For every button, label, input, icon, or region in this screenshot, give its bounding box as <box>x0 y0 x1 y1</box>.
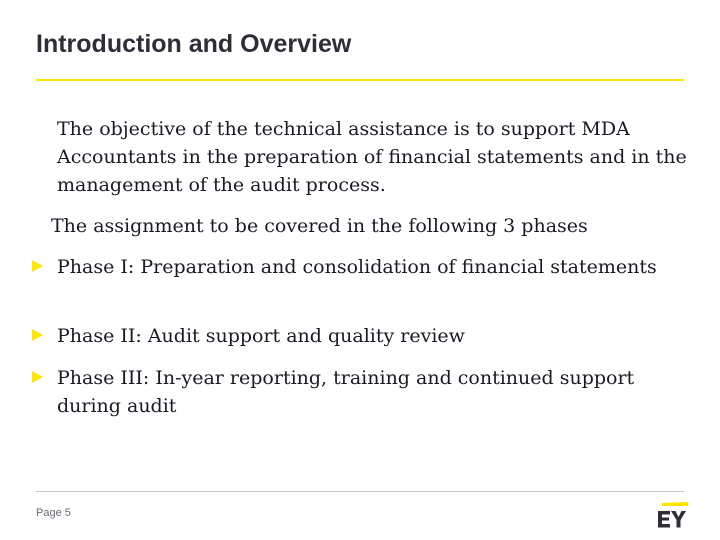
title-underline <box>36 79 684 81</box>
ey-logo <box>650 502 688 530</box>
bullet-arrow-icon <box>32 260 43 272</box>
phase-text: Phase II: Audit support and quality review <box>57 325 465 347</box>
phase-text: Phase I: Preparation and consolidation of financial statements <box>57 256 657 278</box>
bullet-arrow-icon <box>32 329 43 341</box>
objective-paragraph: The objective of the technical assistance is to support MDA Accountants in the preparation of financial statements and in the management of the audit process. <box>57 118 687 196</box>
phase-text: Phase III: In-year reporting, training and continued support during audit <box>57 367 635 417</box>
footer-divider <box>36 491 684 492</box>
slide-title: Introduction and Overview <box>36 30 352 58</box>
bullet-arrow-icon <box>32 371 43 383</box>
assignment-paragraph: The assignment to be covered in the following 3 phases <box>51 215 588 237</box>
page-number: Page 5 <box>36 507 71 519</box>
